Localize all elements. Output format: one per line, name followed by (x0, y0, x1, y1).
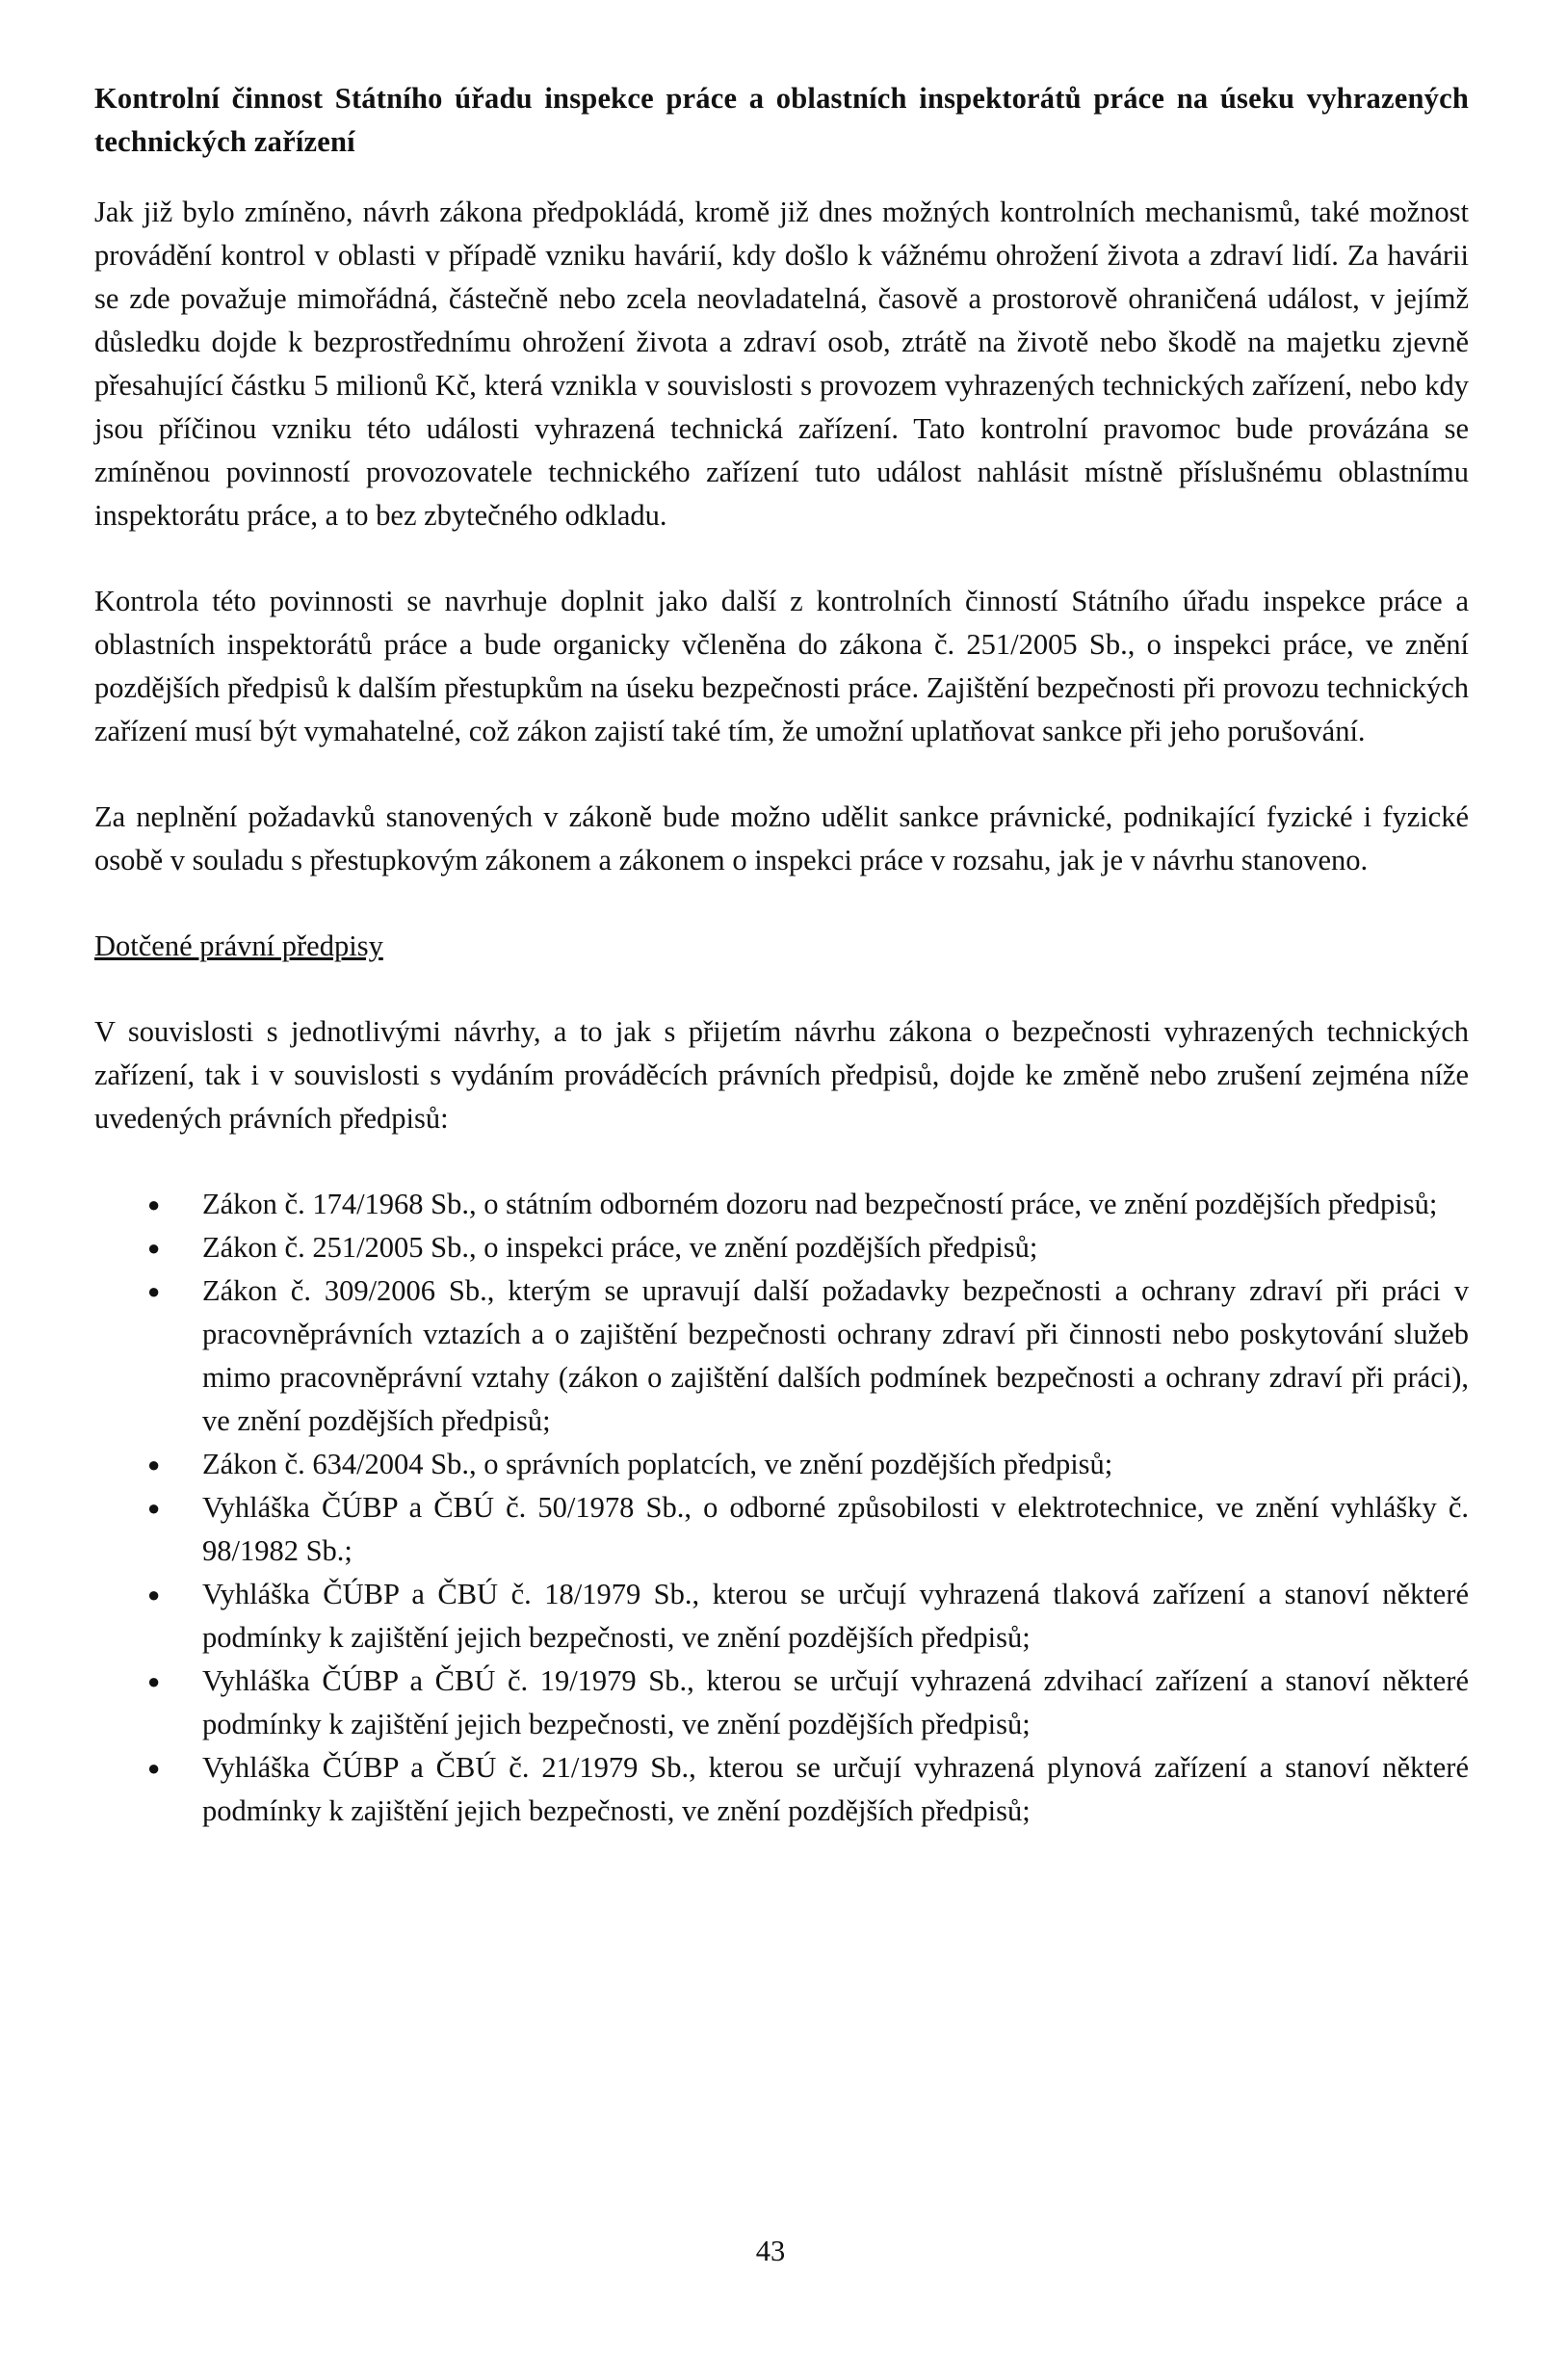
bullet-icon: ● (147, 1582, 161, 1607)
list-item (94, 1573, 1469, 1660)
paragraph-kontrola: Kontrola této povinnosti se navrhuje doplnit jako další z kontrolních činností Státního úřadu inspekce práce a oblastních inspektorátů práce a bude organicky včleněna do zákona č. 251/2005 Sb., o inspekci práce, ve znění pozdějších předpisů k dalším přestupkům na úseku bezpečnosti práce. Zajištění bezpečnosti při provozu technických zařízení musí být vymahatelné, což zákon zajistí také tím, že umožní uplatňovat sankce při jeho porušování. (94, 585, 1469, 747)
list-item-text: Vyhláška ČÚBP a ČBÚ č. 21/1979 Sb., kterou se určují vyhrazená plynová zařízení a stanoví některé podmínky k zajištění jejich bezpečnosti, ve znění pozdějších předpisů; (202, 1751, 1469, 1827)
bullet-icon: ● (147, 1756, 161, 1780)
list-item-text: Vyhláška ČÚBP a ČBÚ č. 18/1979 Sb., kterou se určují vyhrazená tlaková zařízení a stanoví některé podmínky k zajištění jejich bezpečnosti, ve znění pozdějších předpisů; (202, 1578, 1469, 1654)
bullet-icon: ● (147, 1236, 161, 1260)
list-item (94, 1486, 1469, 1573)
document-page (94, 77, 1469, 1833)
list-item (94, 1226, 1469, 1269)
section-intro-paragraph: V souvislosti s jednotlivými návrhy, a to jak s přijetím návrhu zákona o bezpečnosti vyhrazených technických zařízení, tak i v souvislosti s vydáním prováděcích právních předpisů, dojde ke změně nebo zrušení zejména níže uvedených právních předpisů: (94, 1015, 1469, 1135)
list-item-text: Vyhláška ČÚBP a ČBÚ č. 19/1979 Sb., kterou se určují vyhrazená zdvihací zařízení a stanoví některé podmínky k zajištění jejich bezpečnosti, ve znění pozdějších předpisů; (202, 1664, 1469, 1740)
list-item (94, 1269, 1469, 1443)
bullet-icon: ● (147, 1452, 161, 1477)
list-item-text: Zákon č. 634/2004 Sb., o správních poplatcích, ve znění pozdějších předpisů; (202, 1448, 1113, 1480)
list-item-text: Zákon č. 309/2006 Sb., kterým se upravují další požadavky bezpečnosti a ochrany zdraví při práci v pracovněprávních vztazích a o zajištění bezpečnosti ochrany zdraví při činnosti nebo poskytování služeb mimo pracovněprávní vztahy (zákon o zajištění dalších podmínek bezpečnosti a ochrany zdraví při práci), ve znění pozdějších předpisů; (202, 1274, 1469, 1437)
bullet-icon: ● (147, 1192, 161, 1216)
list-item (94, 1443, 1469, 1486)
bullet-icon: ● (147, 1496, 161, 1520)
paragraph-havarie: Jak již bylo zmíněno, návrh zákona předpokládá, kromě již dnes možných kontrolních mechanismů, také možnost provádění kontrol v oblasti v případě vzniku havárií, kdy došlo k vážnému ohrožení života a zdraví lidí. Za havárii se zde považuje mimořádná, částečně nebo zcela neovladatelná, časově a prostorově ohraničená událost, v jejímž důsledku dojde k bezprostřednímu ohrožení života a zdraví osob, ztrátě na životě nebo škodě na majetku zjevně přesahující částku 5 milionů Kč, která vznikla v souvislosti s provozem vyhrazených technických zařízení, nebo kdy jsou příčinou vzniku této události vyhrazená technická zařízení. Tato kontrolní pravomoc bude provázána se zmíněnou povinností provozovatele technického zařízení tuto událost nahlásit místně příslušnému oblastnímu inspektorátu práce, a to bez zbytečného odkladu. (94, 196, 1469, 532)
section-heading: Kontrolní činnost Státního úřadu inspekce práce a oblastních inspektorátů práce na úseku vyhrazených technických zařízení (94, 82, 1469, 158)
list-item-text: Zákon č. 251/2005 Sb., o inspekci práce, ve znění pozdějších předpisů; (202, 1231, 1038, 1264)
list-item (94, 1746, 1469, 1833)
legal-regulations-list (94, 1183, 1469, 1833)
list-item (94, 1660, 1469, 1746)
bullet-icon: ● (147, 1279, 161, 1303)
section-title-dotcene-predpisy: Dotčené právní předpisy (94, 929, 383, 962)
list-item (94, 1183, 1469, 1226)
paragraph-sankce: Za neplnění požadavků stanovených v zákoně bude možno udělit sankce právnické, podnikající fyzické i fyzické osobě v souladu s přestupkovým zákonem a zákonem o inspekci práce v rozsahu, jak je v návrhu stanoveno. (94, 800, 1469, 876)
bullet-icon: ● (147, 1669, 161, 1693)
list-item-text: Vyhláška ČÚBP a ČBÚ č. 50/1978 Sb., o odborné způsobilosti v elektrotechnice, ve znění vyhlášky č. 98/1982 Sb.; (202, 1491, 1469, 1567)
page-number: 43 (755, 2235, 786, 2267)
list-item-text: Zákon č. 174/1968 Sb., o státním odborném dozoru nad bezpečností práce, ve znění pozdějších předpisů; (202, 1188, 1438, 1220)
